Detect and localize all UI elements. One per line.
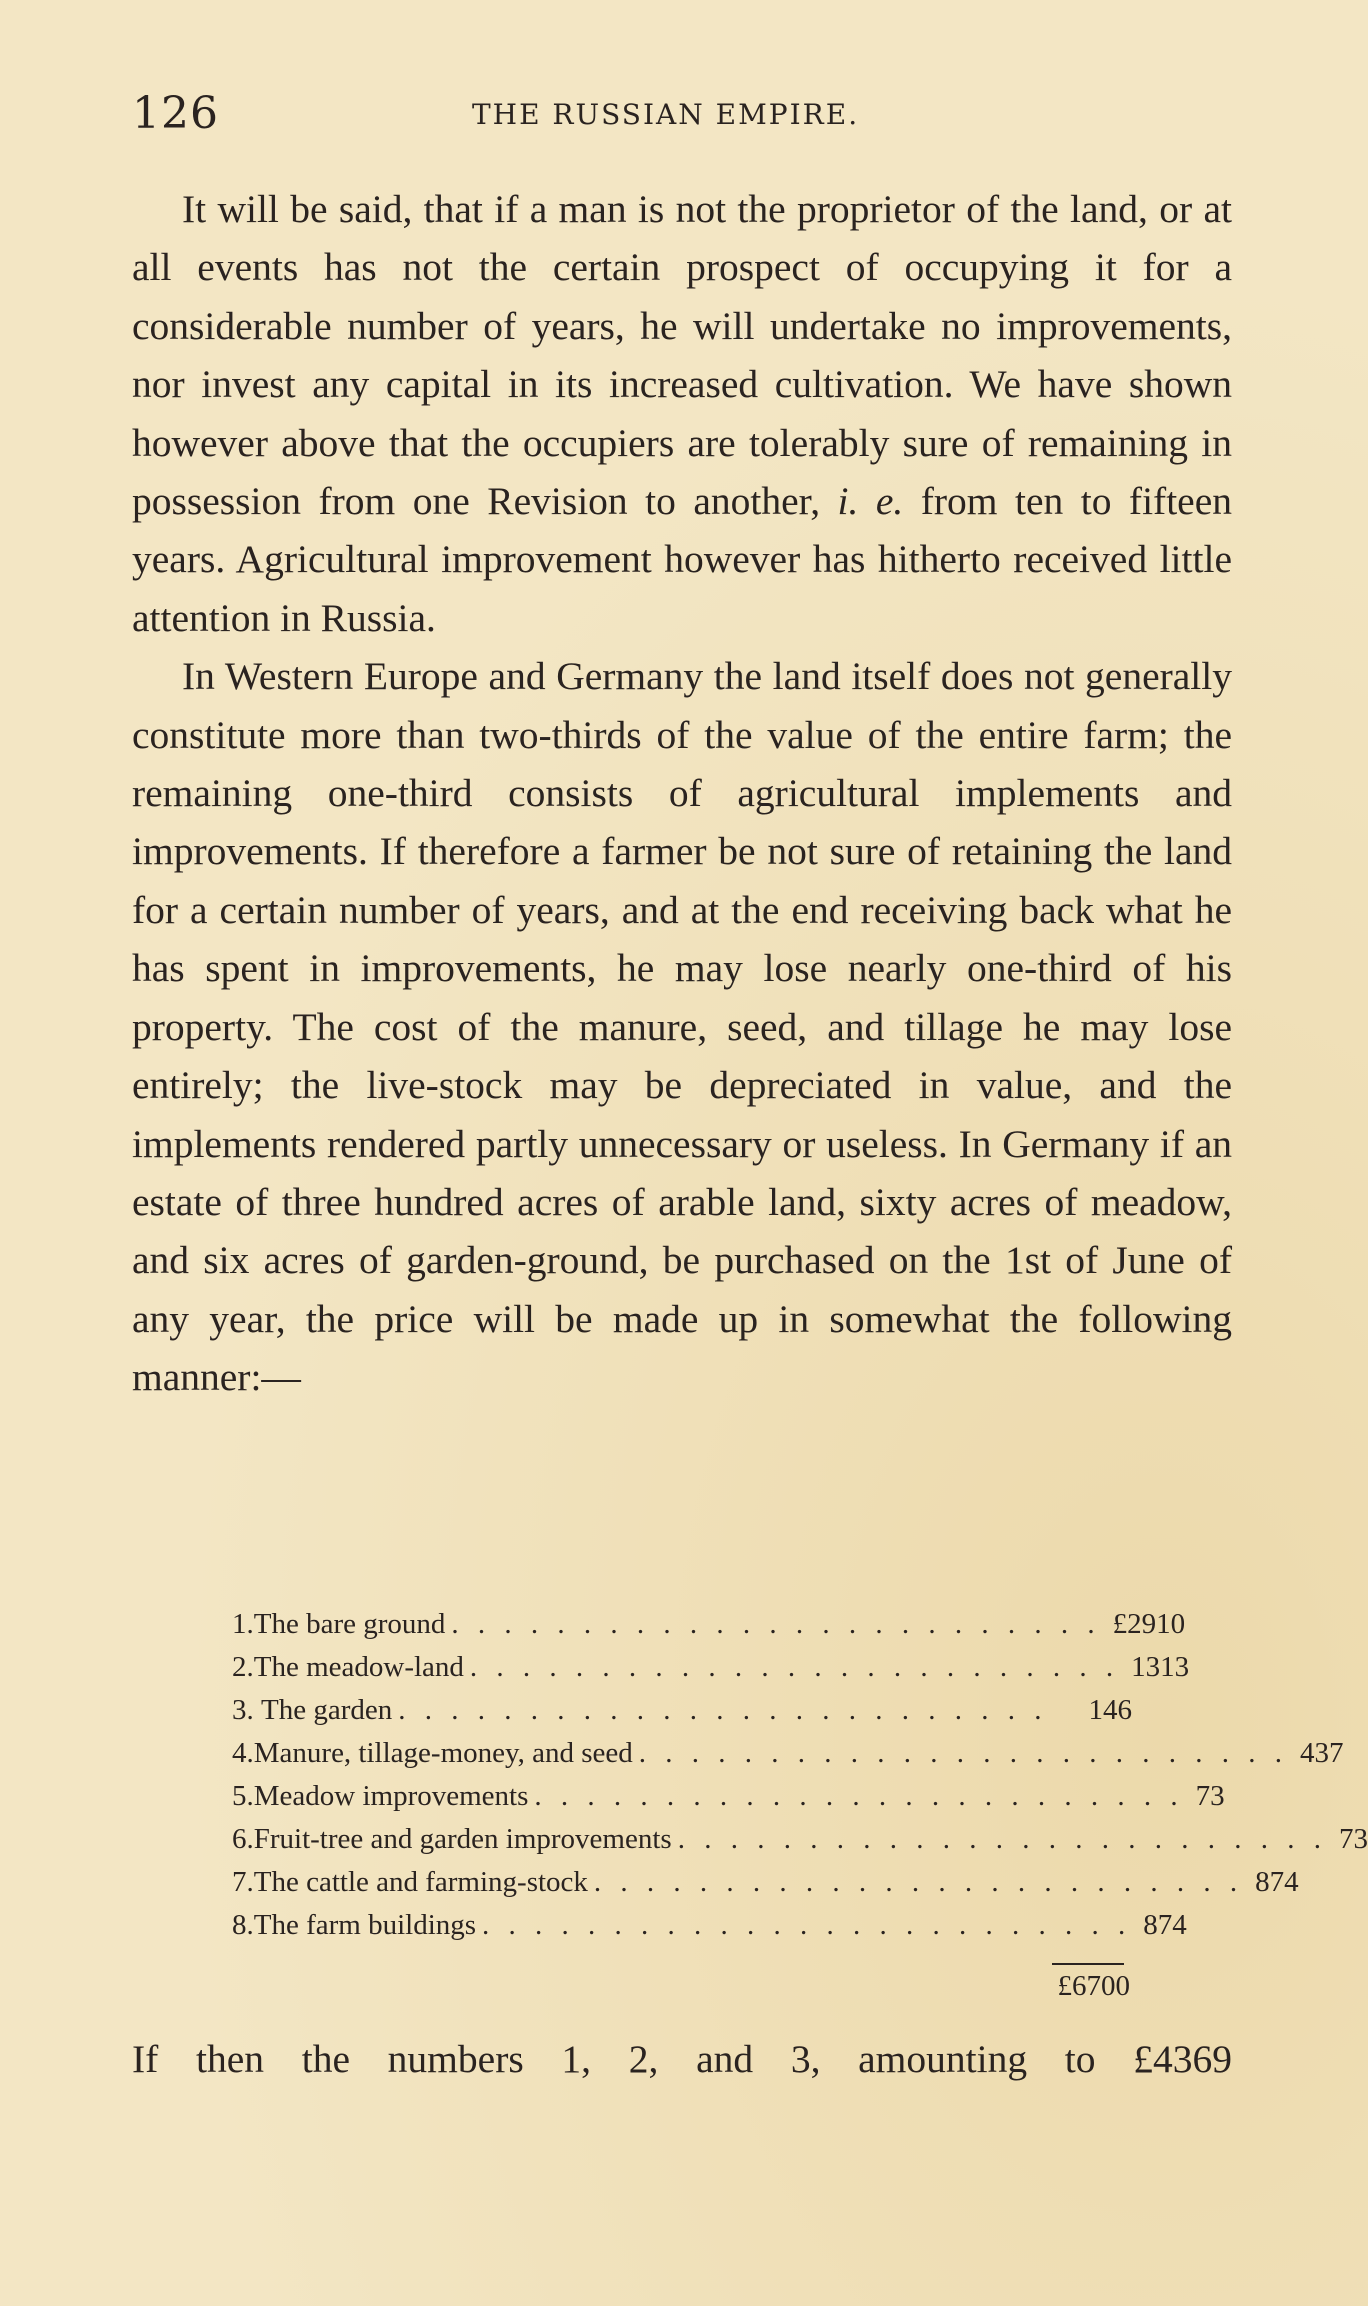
table-row: [232, 1603, 1186, 1646]
table-row: [232, 1818, 1368, 1861]
row-number: 3.: [232, 1694, 254, 1726]
paragraph-1-text-a: It will be said, that if a man is not the proprietor of the land, or at all events has not the certain prospect of occupying it for a considerable number of years, he will undertake no improvements, nor invest any capital in its increased cultivation. We have shown however above that the occupiers are tolerably sure of remaining in possession from one Revision to another,: [132, 187, 1232, 524]
row-number: 7.: [232, 1866, 254, 1898]
leader-dots: . . . . . . . . . . . . . . . . . . . . . . . . .: [593, 1866, 1244, 1898]
price-table: [232, 1603, 1368, 1947]
leader-dots: . . . . . . . . . . . . . . . . . . . . . . . . .: [638, 1737, 1289, 1769]
row-number: 6.: [232, 1823, 254, 1855]
leader-dots: . . . . . . . . . . . . . . . . . . . . . . . . .: [451, 1608, 1101, 1640]
paragraph-1-italic: i. e.: [837, 479, 904, 524]
row-label: The cattle and farming-stock: [253, 1866, 588, 1898]
row-value: 73: [1195, 1780, 1225, 1812]
row-value: 874: [1143, 1909, 1187, 1941]
row-value: 437: [1300, 1737, 1344, 1769]
row-number: 4.: [232, 1737, 254, 1769]
table-row: [232, 1775, 1225, 1818]
row-label: The garden: [261, 1694, 393, 1726]
leader-dots: . . . . . . . . . . . . . . . . . . . . . . . . .: [398, 1694, 1048, 1726]
row-value: £2910: [1112, 1608, 1186, 1640]
row-value: 73: [1338, 1823, 1368, 1855]
table-row: [232, 1646, 1190, 1689]
table-row: [232, 1732, 1344, 1775]
paragraph-2: In Western Europe and Germany the land itself does not generally constitute more than two-thirds of the value of the entire farm; the remaining one-third consists of agricultural implements and improvements. If therefore a farmer be not sure of retaining the land for a certain number of years, and at the end receiving back what he has spent in improvements, he may lose nearly one-third of his property. The cost of the manure, seed, and tillage he may lose entirely; the live-stock may be depreciated in value, and the implements rendered partly unnecessary or useless. In Germany if an estate of three hundred acres of arable land, sixty acres of meadow, and six acres of garden-ground, be purchased on the 1st of June of any year, the price will be made up in somewhat the following manner:—: [132, 654, 1232, 1400]
body-text: [132, 180, 1232, 1407]
running-head: THE RUSSIAN EMPIRE.: [472, 98, 860, 131]
row-label: Fruit-tree and garden improvements: [253, 1823, 672, 1855]
paragraph-1: [132, 180, 1232, 647]
row-number: 1.: [232, 1608, 254, 1640]
row-number: 8.: [232, 1909, 254, 1941]
leader-dots: . . . . . . . . . . . . . . . . . . . . . . . . .: [677, 1823, 1327, 1855]
row-value: 146: [1088, 1694, 1132, 1726]
page-header: [132, 88, 1232, 138]
table-row: [232, 1861, 1299, 1904]
row-number: 5.: [232, 1780, 254, 1812]
leader-dots: . . . . . . . . . . . . . . . . . . . . . . . . .: [534, 1780, 1184, 1812]
row-label: The meadow-land: [253, 1651, 464, 1683]
row-value: 874: [1255, 1866, 1299, 1898]
total-rule: [1052, 1963, 1124, 1965]
leader-dots: . . . . . . . . . . . . . . . . . . . . . . . . .: [482, 1909, 1132, 1941]
table-total: £6700: [1057, 1970, 1130, 2002]
table-row: [232, 1904, 1187, 1947]
paragraph-1-text-b: from ten to fifteen years. Agricultural improvement however has hitherto received little attention in Russia.: [132, 479, 1232, 640]
closing-line: If then the numbers 1, 2, and 3, amounting to £4369: [132, 2037, 1232, 2081]
row-number: 2.: [232, 1651, 254, 1683]
row-label: Meadow improvements: [253, 1780, 529, 1812]
row-label: Manure, tillage-money, and seed: [253, 1737, 633, 1769]
leader-dots: . . . . . . . . . . . . . . . . . . . . . . . . .: [469, 1651, 1120, 1683]
row-label: The farm buildings: [253, 1909, 477, 1941]
row-label: The bare ground: [253, 1608, 446, 1640]
page-number: 126: [132, 88, 219, 139]
row-value: 1313: [1131, 1651, 1190, 1683]
table-row: [232, 1689, 1132, 1732]
